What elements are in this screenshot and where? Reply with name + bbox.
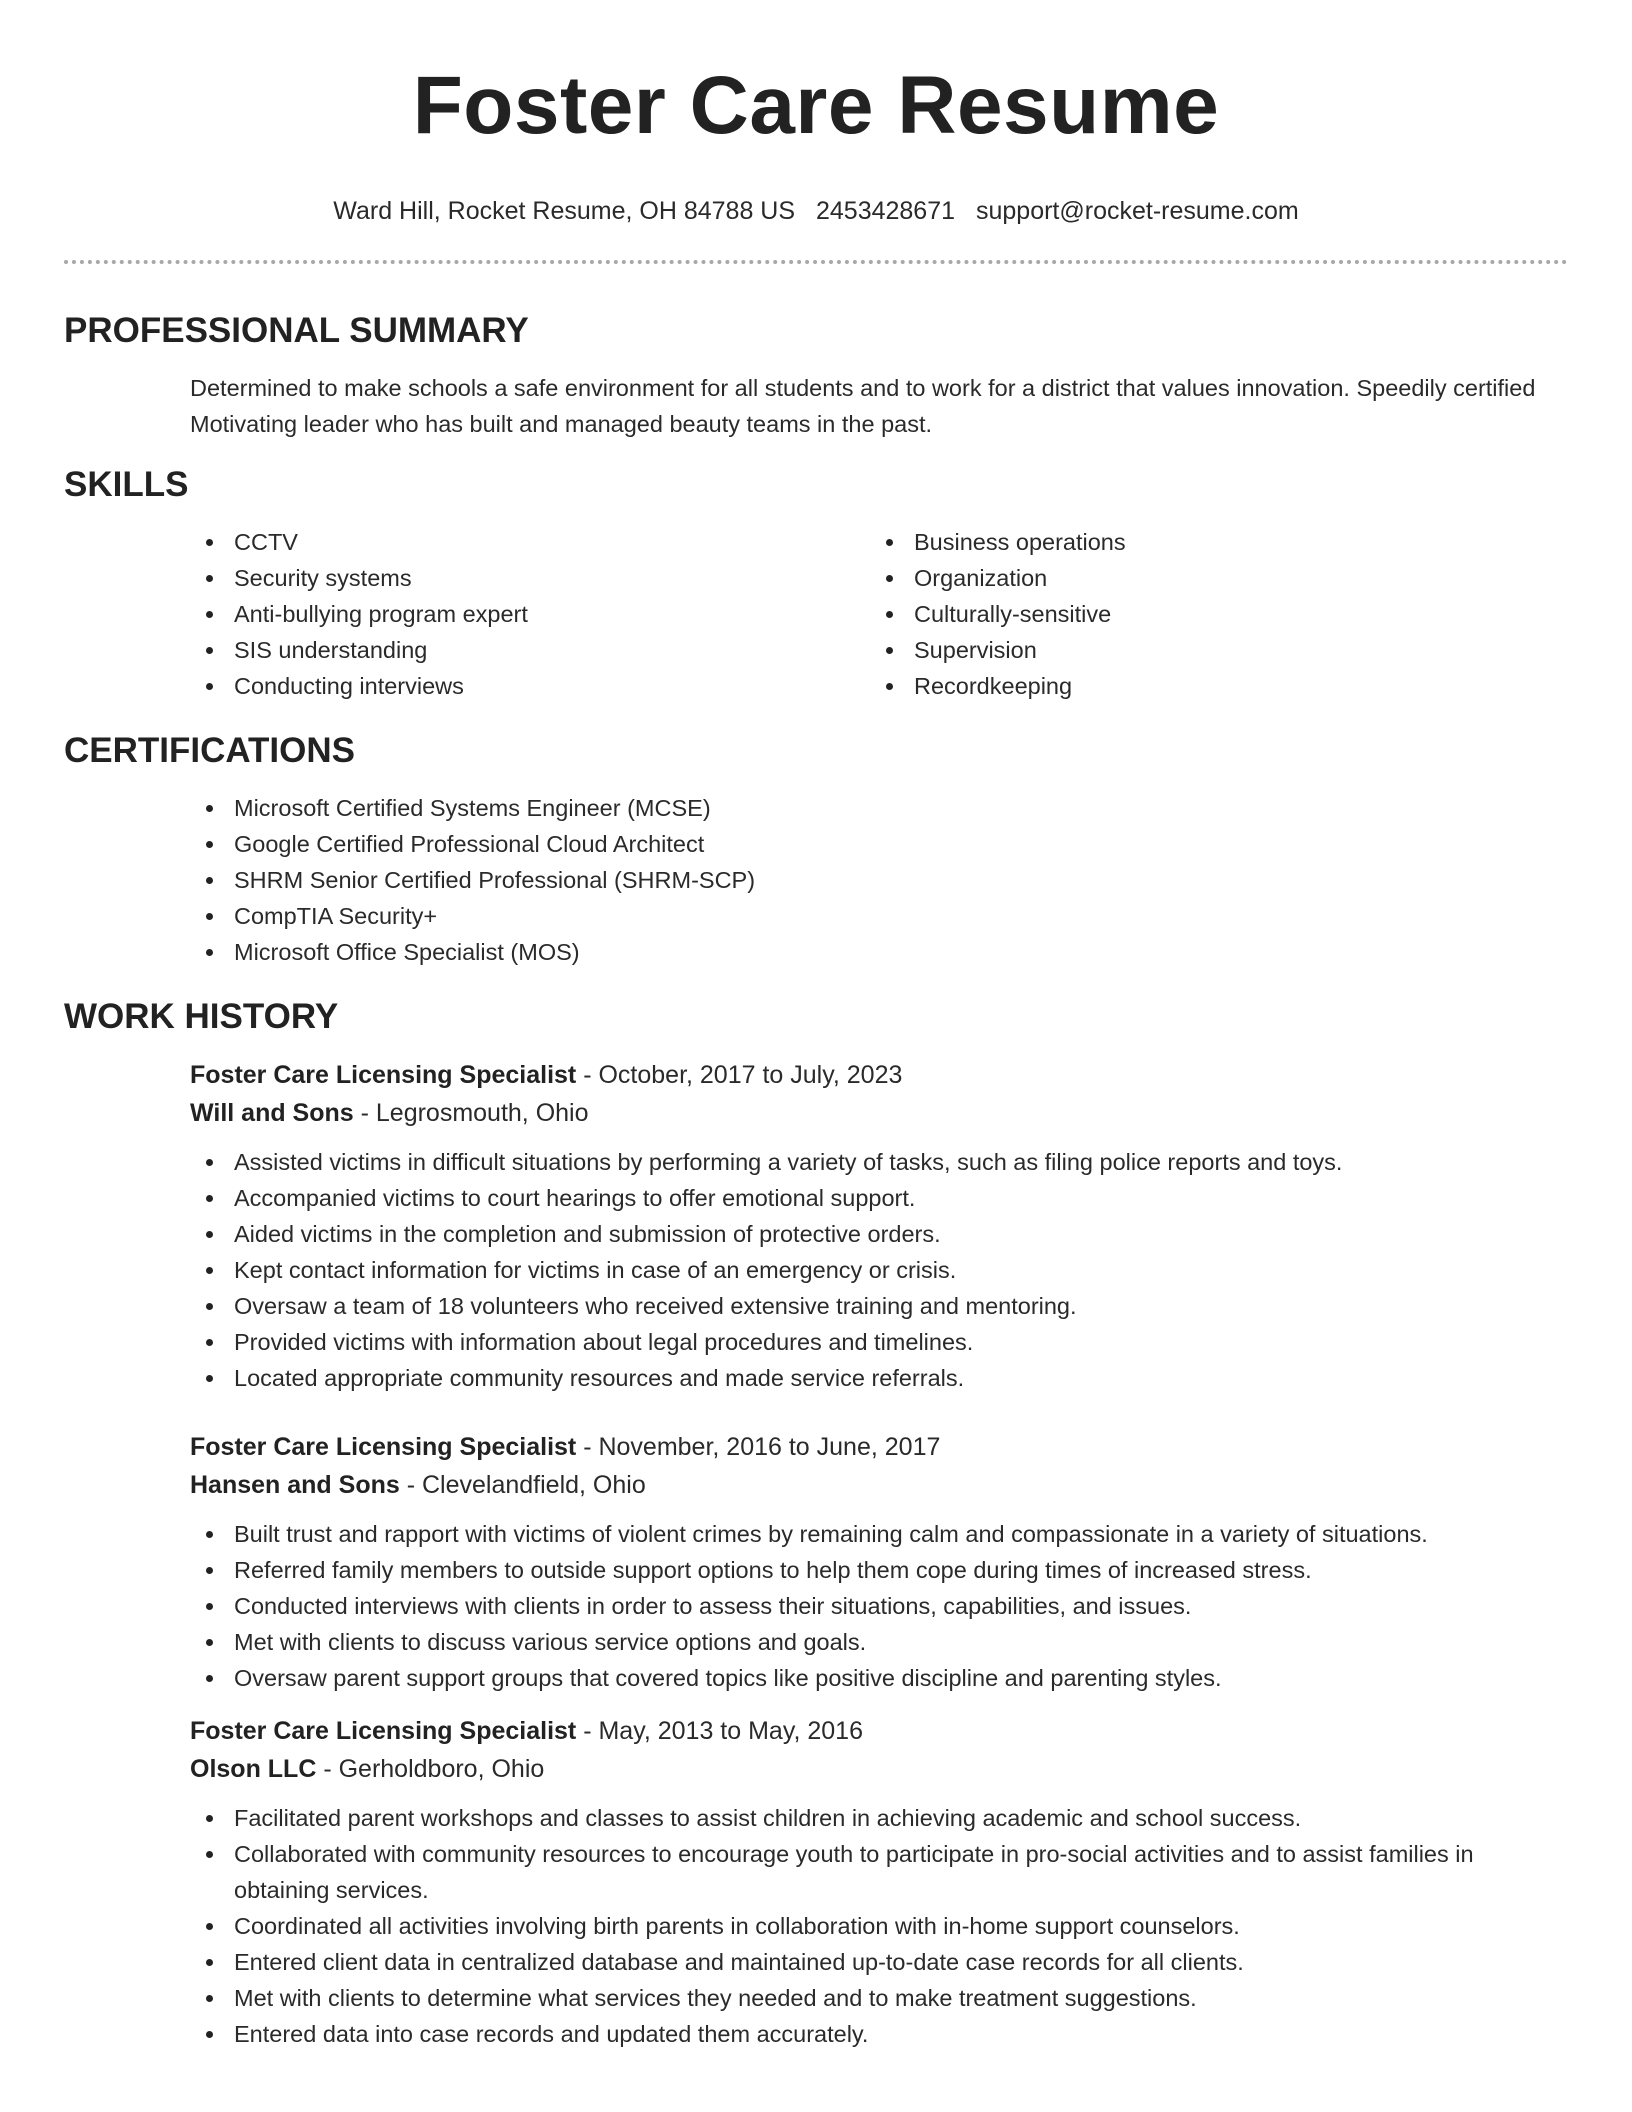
job-title-line — [190, 1712, 1568, 1750]
skill-item: Conducting interviews — [190, 668, 870, 704]
job-title-line — [190, 1428, 1568, 1466]
job-bullet: Entered client data in centralized database and maintained up-to-date case records for all clients. — [190, 1944, 1568, 1980]
resume-name: Foster Care Resume — [412, 60, 1220, 151]
job-dates: - May, 2013 to May, 2016 — [576, 1717, 863, 1745]
job-bullet: Accompanied victims to court hearings to offer emotional support. — [190, 1180, 1568, 1216]
job-company: Hansen and Sons — [190, 1471, 400, 1499]
section-professional-summary — [64, 310, 1568, 442]
job-company-line — [190, 1750, 1568, 1788]
job-role: Foster Care Licensing Specialist — [190, 1433, 577, 1461]
section-title-certifications: CERTIFICATIONS — [64, 731, 356, 770]
skill-item: SIS understanding — [190, 632, 870, 668]
job-bullet: Assisted victims in difficult situations by performing a variety of tasks, such as filing police reports and toys. — [190, 1144, 1568, 1180]
job-company: Will and Sons — [190, 1099, 354, 1127]
skills-column-left — [190, 524, 870, 704]
job-role: Foster Care Licensing Specialist — [190, 1061, 577, 1089]
job-bullet: Met with clients to discuss various service options and goals. — [190, 1624, 1568, 1660]
job-entry — [190, 1712, 1568, 2052]
job-role: Foster Care Licensing Specialist — [190, 1717, 577, 1745]
job-dates: - November, 2016 to June, 2017 — [576, 1433, 941, 1461]
job-entry — [190, 1056, 1568, 1396]
skill-item: Supervision — [870, 632, 1550, 668]
certifications-list — [190, 790, 1568, 970]
job-location: - Gerholdboro, Ohio — [316, 1755, 545, 1783]
job-bullet: Kept contact information for victims in case of an emergency or crisis. — [190, 1252, 1568, 1288]
job-company-line — [190, 1094, 1568, 1132]
job-bullet: Oversaw parent support groups that covered topics like positive discipline and parenting styles. — [190, 1660, 1568, 1696]
section-skills — [64, 464, 1568, 704]
contact-phone: 2453428671 — [815, 197, 956, 225]
job-bullet: Referred family members to outside support options to help them cope during times of increased stress. — [190, 1552, 1568, 1588]
job-bullet: Built trust and rapport with victims of violent crimes by remaining calm and compassionate in a variety of situations. — [190, 1516, 1568, 1552]
section-title-summary: PROFESSIONAL SUMMARY — [64, 311, 529, 350]
summary-text: Determined to make schools a safe environment for all students and to work for a district that values innovation. Speedily certified Motivating leader who has built and managed beauty teams in the past. — [190, 375, 1536, 437]
skill-item: Business operations — [870, 524, 1550, 560]
job-company-line — [190, 1466, 1568, 1504]
section-title-work-history: WORK HISTORY — [64, 997, 339, 1036]
job-bullet: Conducted interviews with clients in order to assess their situations, capabilities, and issues. — [190, 1588, 1568, 1624]
job-bullet: Met with clients to determine what services they needed and to make treatment suggestions. — [190, 1980, 1568, 2016]
job-bullet: Located appropriate community resources and made service referrals. — [190, 1360, 1568, 1396]
job-title-line — [190, 1056, 1568, 1094]
skills-column-right — [870, 524, 1550, 704]
job-bullet: Collaborated with community resources to encourage youth to participate in pro-social activities and to assist families in obtaining services. — [190, 1836, 1568, 1908]
certification-item: CompTIA Security+ — [190, 898, 1568, 934]
skill-item: Organization — [870, 560, 1550, 596]
section-work-history — [64, 996, 1568, 2052]
contact-address: Ward Hill, Rocket Resume, OH 84788 US — [333, 197, 796, 225]
skill-item: CCTV — [190, 524, 870, 560]
header-divider — [64, 260, 1568, 264]
job-bullet: Coordinated all activities involving birth parents in collaboration with in-home support counselors. — [190, 1908, 1568, 1944]
job-bullets — [190, 1800, 1568, 2052]
job-location: - Legrosmouth, Ohio — [353, 1099, 589, 1127]
certification-item: Microsoft Office Specialist (MOS) — [190, 934, 1568, 970]
section-title-skills: SKILLS — [64, 465, 189, 504]
skills-grid — [190, 524, 1568, 704]
job-dates: - October, 2017 to July, 2023 — [576, 1061, 903, 1089]
skill-item: Anti-bullying program expert — [190, 596, 870, 632]
job-bullet: Entered data into case records and updated them accurately. — [190, 2016, 1568, 2052]
job-location: - Clevelandfield, Ohio — [399, 1471, 646, 1499]
skill-item: Security systems — [190, 560, 870, 596]
job-bullet: Facilitated parent workshops and classes to assist children in achieving academic and school success. — [190, 1800, 1568, 1836]
skill-item: Recordkeeping — [870, 668, 1550, 704]
section-certifications — [64, 730, 1568, 970]
job-company: Olson LLC — [190, 1755, 317, 1783]
certification-item: SHRM Senior Certified Professional (SHRM-SCP) — [190, 862, 1568, 898]
certification-item: Microsoft Certified Systems Engineer (MCSE) — [190, 790, 1568, 826]
contact-email: support@rocket-resume.com — [975, 197, 1299, 225]
job-entry — [190, 1428, 1568, 1696]
job-bullet: Provided victims with information about legal procedures and timelines. — [190, 1324, 1568, 1360]
job-bullet: Oversaw a team of 18 volunteers who received extensive training and mentoring. — [190, 1288, 1568, 1324]
job-bullets — [190, 1516, 1568, 1696]
skill-item: Culturally-sensitive — [870, 596, 1550, 632]
contact-line — [64, 196, 1568, 226]
certification-item: Google Certified Professional Cloud Architect — [190, 826, 1568, 862]
job-bullet: Aided victims in the completion and submission of protective orders. — [190, 1216, 1568, 1252]
job-bullets — [190, 1144, 1568, 1396]
